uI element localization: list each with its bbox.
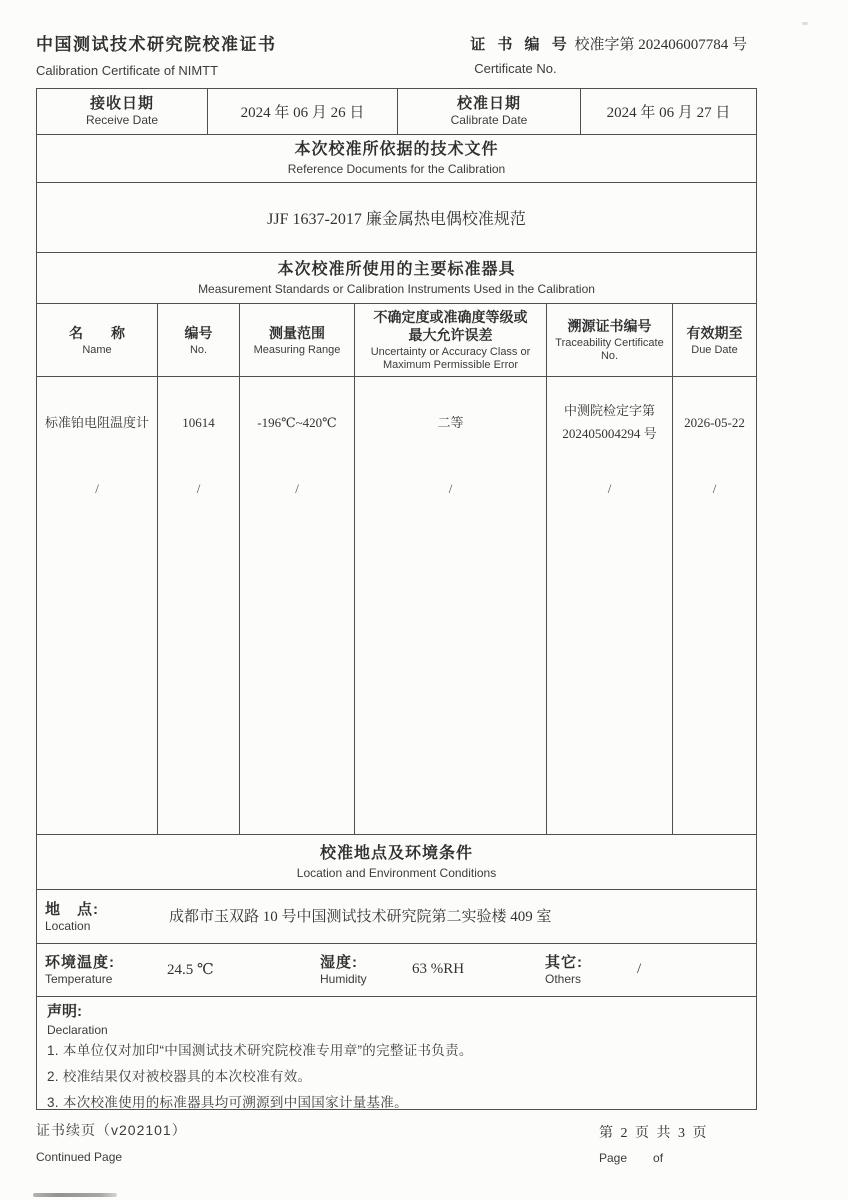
declaration-item-3: 3. 本次校准使用的标准器具均可溯源到中国国家计量基准。 <box>47 1095 408 1110</box>
scan-smudge <box>33 1193 117 1197</box>
instrument-no: 10614 <box>182 414 215 430</box>
environment-row <box>37 943 756 996</box>
col-header-duedate <box>672 304 756 376</box>
reference-header-en: Reference Documents for the Calibration <box>287 162 506 176</box>
col-header-range <box>239 304 354 376</box>
calibrate-date-value: 2024 年 06 月 27 日 <box>606 105 731 121</box>
declaration-item-1: 1. 本单位仅对加印“中国测试技术研究院校准专用章”的完整证书负责。 <box>47 1043 473 1058</box>
environment-header-en: Location and Environment Conditions <box>296 865 497 880</box>
row2-traceability: / <box>607 481 612 496</box>
receive-date-value: 2024 年 06 月 26 日 <box>240 105 365 121</box>
scan-corner-mark <box>802 22 808 25</box>
document-footer <box>36 1120 757 1164</box>
col-traceability-en: Traceability Certificate No. <box>555 337 664 362</box>
table-column-duedate <box>672 377 756 834</box>
others-value: / <box>637 960 642 977</box>
title-block <box>36 30 277 78</box>
environment-section-header <box>37 834 756 889</box>
receive-date-label-en: Receive Date <box>85 113 159 127</box>
continued-page-label-zh: 证书续页（v202101） <box>36 1122 187 1138</box>
declaration-section <box>37 996 756 1109</box>
col-uncertainty-zh2: 最大允许误差 <box>408 327 493 343</box>
date-row <box>37 89 756 134</box>
doc-title-zh: 中国测试技术研究院校准证书 <box>36 35 277 54</box>
instrument-traceability: 中测院检定字第 202405004294 号 <box>562 403 657 441</box>
others-label <box>545 953 615 987</box>
col-header-no <box>157 304 239 376</box>
of-word: of <box>653 1151 664 1165</box>
location-row <box>37 889 756 943</box>
certificate-number-value: 校准字第 202406007784 号 <box>574 37 747 53</box>
others-label-zh: 其它: <box>545 954 583 971</box>
receive-date-value-cell <box>207 89 397 134</box>
standards-header-zh: 本次校准所使用的主要标准器具 <box>277 260 516 278</box>
calibrate-date-label-en: Calibrate Date <box>450 113 528 127</box>
page-word: Page <box>599 1151 628 1165</box>
certificate-number-block <box>470 30 757 76</box>
row2-uncertainty: / <box>448 481 453 496</box>
document-header <box>36 30 757 78</box>
instrument-range: -196℃~420℃ <box>257 414 337 430</box>
reference-document: JJF 1637-2017 廉金属热电偶校准规范 <box>267 211 526 228</box>
location-label-zh: 地 点: <box>45 900 99 918</box>
row2-range: / <box>295 481 299 496</box>
col-header-traceability <box>546 304 672 376</box>
col-range-zh: 测量范围 <box>269 324 325 341</box>
reference-header-zh: 本次校准所依据的技术文件 <box>294 141 499 158</box>
others-label-en: Others <box>545 972 582 986</box>
table-column-uncertainty <box>354 377 546 834</box>
humidity-label-zh: 湿度: <box>320 954 358 971</box>
calibrate-date-header <box>397 89 580 134</box>
reference-content-row <box>37 182 756 252</box>
declaration-label-en: Declaration <box>47 1023 108 1037</box>
col-range-en: Measuring Range <box>253 343 341 356</box>
humidity-label <box>320 953 390 987</box>
instrument-duedate: 2026-05-22 <box>684 414 745 430</box>
reference-section-header <box>37 134 756 182</box>
instrument-name: 标准铂电阻温度计 <box>44 414 149 430</box>
col-uncertainty-zh1: 不确定度或准确度等级或 <box>373 309 528 325</box>
row2-name: / <box>95 481 99 496</box>
row2-duedate: / <box>712 481 717 496</box>
col-duedate-zh: 有效期至 <box>686 324 743 341</box>
table-column-name <box>37 377 157 834</box>
doc-title-en: Calibration Certificate of NIMTT <box>36 63 219 78</box>
receive-date-label-zh: 接收日期 <box>89 95 154 112</box>
declaration-item-2: 2. 校准结果仅对被校器具的本次校准有效。 <box>47 1069 312 1084</box>
table-column-traceability <box>546 377 672 834</box>
instrument-uncertainty: 二等 <box>437 414 464 430</box>
page-indicator <box>599 1122 709 1165</box>
certificate-number-label-en: Certificate No. <box>474 61 557 76</box>
receive-date-header <box>37 89 207 134</box>
col-name-zh: 名 称 <box>69 324 125 341</box>
standards-section-header <box>37 252 756 303</box>
page-number-en <box>599 1151 709 1165</box>
row2-no: / <box>196 481 201 496</box>
temperature-label <box>45 953 145 987</box>
temperature-label-zh: 环境温度: <box>45 954 115 971</box>
humidity-label-en: Humidity <box>320 972 367 986</box>
col-no-en: No. <box>189 343 208 356</box>
table-column-no <box>157 377 239 834</box>
declaration-label-zh: 声明: <box>47 1003 82 1020</box>
humidity-value: 63 %RH <box>412 960 465 977</box>
col-traceability-zh: 溯源证书编号 <box>567 318 652 334</box>
col-header-uncertainty <box>354 304 546 376</box>
continued-page-label-en: Continued Page <box>36 1150 123 1164</box>
col-uncertainty-en: Uncertainty or Accuracy Class or Maximum Permissible Error <box>370 346 531 371</box>
standards-table-body <box>37 376 756 834</box>
location-label-en: Location <box>45 918 91 933</box>
certificate-number-label-zh: 证 书 编 号 <box>470 36 571 53</box>
standards-header-en: Measurement Standards or Calibration Instruments Used in the Calibration <box>198 281 595 296</box>
standards-column-header-row <box>37 303 756 376</box>
col-header-name <box>37 304 157 376</box>
calibrate-date-label-zh: 校准日期 <box>456 95 521 112</box>
certificate-number-line <box>470 33 747 54</box>
col-name-en: Name <box>82 343 112 356</box>
certificate-table <box>36 88 757 1110</box>
temperature-label-en: Temperature <box>45 972 113 986</box>
col-no-zh: 编号 <box>184 324 213 341</box>
location-label <box>45 900 137 934</box>
table-column-range <box>239 377 354 834</box>
calibrate-date-value-cell <box>580 89 756 134</box>
page-number-zh: 第 2 页 共 3 页 <box>599 1126 709 1141</box>
environment-header-zh: 校准地点及环境条件 <box>319 844 473 862</box>
location-value: 成都市玉双路 10 号中国测试技术研究院第二实验楼 409 室 <box>169 908 552 925</box>
temperature-value: 24.5 ℃ <box>167 961 214 978</box>
col-duedate-en: Due Date <box>691 343 738 356</box>
